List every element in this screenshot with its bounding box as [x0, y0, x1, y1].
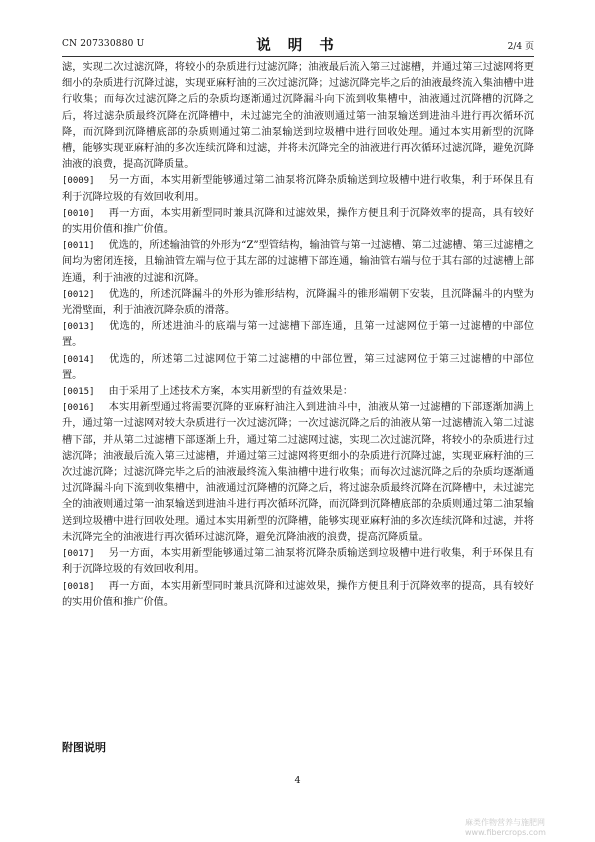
paragraph-0015 — [62, 384, 534, 400]
body-text — [62, 60, 534, 611]
page-indicator: 2/4 页 — [507, 42, 534, 52]
paragraph-text: 优选的，所述沉降漏斗的外形为锥形结构，沉降漏斗的锥形端朝下安装，且沉降漏斗的内壁为光滑壁面，利于油液沉降杂质的滑落。 — [62, 288, 534, 317]
paragraph-text: 优选的，所述进油斗的底端与第一过滤槽下部连通，且第一过滤网位于第一过滤槽的中部位置。 — [62, 321, 534, 349]
paragraph-number: [0014] — [62, 354, 95, 365]
paragraph-text: 再一方面，本实用新型同时兼具沉降和过滤效果，操作方便且利于沉降效率的提高，具有较好的实用价值和推广价值。 — [62, 580, 534, 608]
paragraph-0016 — [62, 400, 534, 546]
paragraph-0012 — [62, 287, 534, 319]
paragraph-number: [0017] — [62, 549, 95, 560]
paragraph-text: 另一方面，本实用新型能够通过第二油泵将沉降杂质输送到垃圾槽中进行收集，利于环保且有利于沉降垃圾的有效回收利用。 — [62, 175, 534, 203]
paragraph-number: [0011] — [62, 241, 95, 252]
paragraph-0009 — [62, 173, 534, 205]
section-heading: 附图说明 — [62, 741, 106, 754]
paragraph-number: [0009] — [62, 176, 95, 187]
header-divider — [62, 56, 534, 57]
paragraph-number: [0010] — [62, 208, 95, 219]
paragraph-text: 滤，实现二次过滤沉降，将较小的杂质进行过滤沉降；油液最后流入第三过滤槽，并通过第三过滤网将更细小的杂质进行沉降过滤，实现亚麻籽油的三次过滤沉降；过滤沉降完毕之后的油液最终流入集油槽中进行收集；而每次过滤沉降之后的杂质均逐渐通过沉降漏斗向下流到收集槽中，油液通过沉降槽的沉降之后，将过滤杂质最终沉降在沉降槽中，未过滤完全的油液则通过第一油泵输送到进油斗进行再次循环沉降，而沉降到沉降槽底部的杂质则通过第二油泵输送到垃圾槽中进行回收处理。通过本实用新型的沉降槽，能够实现亚麻籽油的多次连续沉降和过滤，并将未沉降完全的油液进行再次循环过滤沉降，避免沉降油液的浪费，提高沉降质量。 — [62, 62, 534, 171]
paragraph-0014 — [62, 352, 534, 384]
paragraph-0018 — [62, 579, 534, 611]
paragraph-text: 本实用新型通过将需要沉降的亚麻籽油注入到进油斗中，油液从第一过滤槽的下部逐渐加满上升，通过第一过滤网对较大杂质进行一次过滤沉降；一次过滤沉降之后的油液从第一过滤槽流入第二过滤槽下部，并从第二过滤槽下部逐渐上升，通过第二过滤网过滤，实现二次过滤沉降，将较小的杂质进行过滤沉降；油液最后流入第三过滤槽，并通过第三过滤网将更细小的杂质进行沉降过滤，实现亚麻籽油的三次过滤沉降；过滤沉降完毕之后的油液最终流入集油槽中进行收集；而每次过滤沉降之后的杂质均逐渐通过沉降漏斗向下流到收集槽中，油液通过沉降槽的沉降之后，将过滤杂质最终沉降在沉降槽中，未过滤完全的油液则通过第一油泵输送到进油斗进行再次循环沉降，而沉降到沉降槽底部的杂质则通过第二油泵输送到垃圾槽中进行回收处理。通过本实用新型的沉降槽，能够实现亚麻籽油的多次连续沉降和过滤，并将未沉降完全的油液进行再次循环过滤沉降，避免沉降油液的浪费，提高沉降质量。 — [62, 402, 534, 543]
paragraph-continuation — [62, 60, 534, 173]
paragraph-text: 优选的，所述第二过滤网位于第二过滤槽的中部位置，第三过滤网位于第三过滤槽的中部位置。 — [62, 353, 534, 381]
publication-number: CN 207330880 U — [62, 39, 145, 49]
watermark: 麻类作物营养与施肥网 www.fibercrops.com — [465, 818, 546, 837]
paragraph-number: [0013] — [62, 322, 95, 333]
paragraph-text: 优选的，所述输油管的外形为“Z”型管结构，输油管与第一过滤槽、第二过滤槽、第三过滤槽之间均为密闭连接，且输油管左端与位于其左部的过滤槽下部连通，输油管右端与位于其右部的过滤槽上部连通，利于油液的过滤和沉降。 — [62, 240, 534, 284]
paragraph-0010 — [62, 206, 534, 238]
page-number: 4 — [294, 775, 301, 786]
paragraph-0013 — [62, 319, 534, 351]
paragraph-number: [0016] — [62, 403, 95, 414]
paragraph-number: [0018] — [62, 581, 95, 592]
page-header — [62, 34, 534, 54]
paragraph-text: 由于采用了上述技术方案，本实用新型的有益效果是： — [108, 386, 354, 398]
document-title: 说 明 书 — [256, 37, 340, 54]
paragraph-0011 — [62, 238, 534, 287]
paragraph-0017 — [62, 546, 534, 578]
paragraph-text: 另一方面，本实用新型能够通过第二油泵将沉降杂质输送到垃圾槽中进行收集，利于环保且有利于沉降垃圾的有效回收利用。 — [62, 548, 534, 576]
paragraph-number: [0015] — [62, 387, 95, 398]
paragraph-number: [0012] — [62, 289, 95, 300]
paragraph-text: 再一方面，本实用新型同时兼具沉降和过滤效果，操作方便且利于沉降效率的提高，具有较好的实用价值和推广价值。 — [62, 207, 534, 236]
